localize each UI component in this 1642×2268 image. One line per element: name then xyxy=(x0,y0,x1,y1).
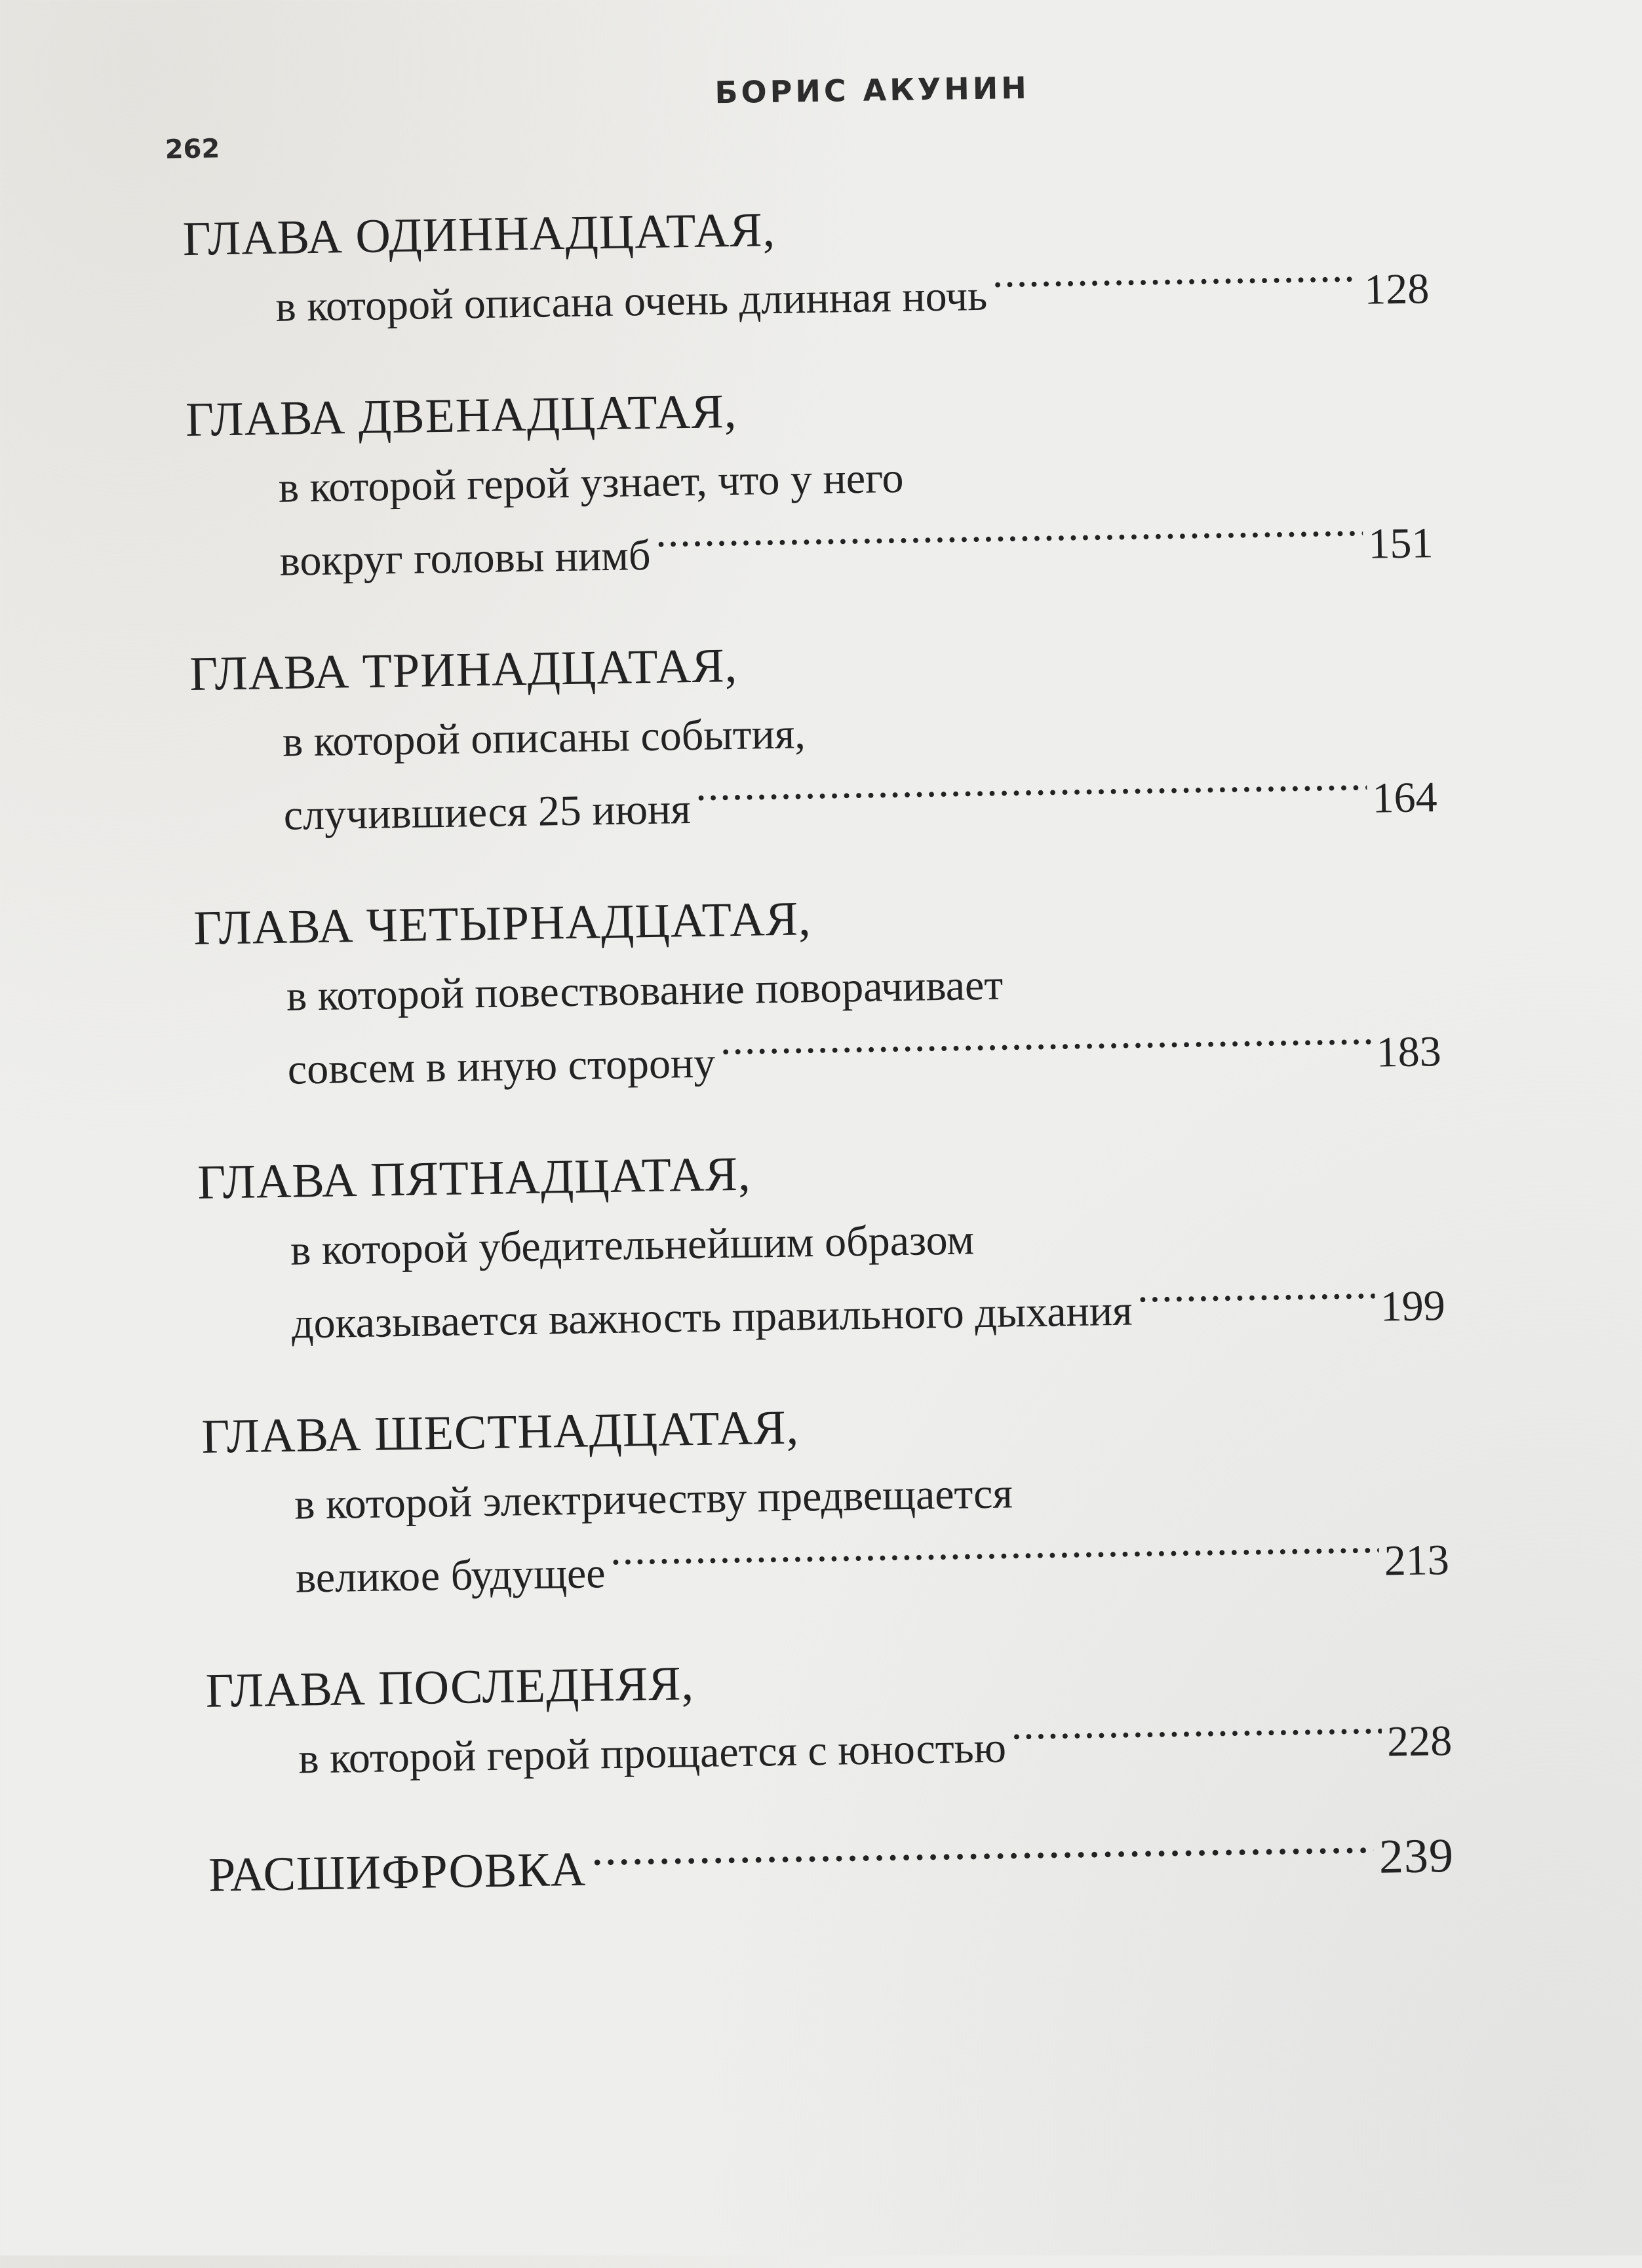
chapter-subtitle-line: в которой электричеству предвещается xyxy=(294,1469,1013,1529)
chapter-page-number: 213 xyxy=(1384,1535,1450,1585)
toc-entry-decoding xyxy=(208,1820,1454,1912)
dot-leader xyxy=(610,1536,1379,1587)
chapter-subtitle-text: в которой описана очень длинная ночь xyxy=(275,271,988,331)
dot-leader xyxy=(720,1028,1371,1077)
dot-leader xyxy=(655,519,1363,569)
dot-leader xyxy=(695,773,1367,822)
chapter-page-number: 164 xyxy=(1371,773,1438,822)
dot-leader xyxy=(1137,1282,1375,1324)
toc-entry-chapter-16 xyxy=(201,1385,1450,1617)
toc-entry-last-chapter xyxy=(205,1639,1453,1797)
dot-leader xyxy=(992,265,1359,310)
chapter-subtitle-text: случившиеся 25 июня xyxy=(283,785,692,839)
dot-leader xyxy=(1011,1717,1382,1761)
dot-leader xyxy=(591,1829,1374,1885)
chapter-page-number: 151 xyxy=(1367,519,1434,568)
toc-entry-chapter-13 xyxy=(189,622,1438,854)
chapter-title: ГЛАВА ПОСЛЕДНЯЯ, xyxy=(205,1657,695,1718)
chapter-title: ГЛАВА ДВЕНАДЦАТАЯ, xyxy=(185,384,737,448)
chapter-subtitle-line: в которой убедительнейшим образом xyxy=(290,1216,975,1275)
chapter-subtitle-text: совсем в иную сторону xyxy=(287,1039,716,1094)
chapter-subtitle-text: доказывается важность правильного дыхания xyxy=(291,1286,1133,1348)
chapter-page-number: 183 xyxy=(1376,1028,1442,1077)
chapter-subtitle-text: в которой герой прощается с юностью xyxy=(298,1723,1007,1783)
chapter-page-number: 228 xyxy=(1386,1716,1453,1766)
chapter-subtitle-text: вокруг головы нимб xyxy=(279,531,652,585)
chapter-title: ГЛАВА ПЯТНАДЦАТАЯ, xyxy=(197,1147,752,1210)
chapter-title: ГЛАВА ЧЕТЫРНАДЦАТАЯ, xyxy=(193,892,812,955)
toc-entry-chapter-15 xyxy=(197,1130,1446,1362)
running-head-author: БОРИС АКУНИН xyxy=(714,69,1030,111)
chapter-subtitle-line: в которой описаны события, xyxy=(282,710,806,766)
chapter-subtitle-text: великое будущее xyxy=(295,1549,606,1602)
page-number: 262 xyxy=(165,134,220,165)
chapter-title: ГЛАВА ШЕСТНАДЦАТАЯ, xyxy=(201,1400,800,1464)
toc-entry-chapter-11 xyxy=(182,187,1430,345)
section-page-number: 239 xyxy=(1378,1828,1455,1884)
chapter-page-number: 128 xyxy=(1363,265,1430,314)
toc-entry-chapter-12 xyxy=(185,368,1434,600)
chapter-title: ГЛАВА ТРИНАДЦАТАЯ, xyxy=(189,638,738,702)
chapter-title: ГЛАВА ОДИННАДЦАТАЯ, xyxy=(182,202,776,267)
toc-entry-chapter-14 xyxy=(193,876,1442,1108)
chapter-subtitle-line: в которой герой узнает, что у него xyxy=(278,453,905,512)
chapter-subtitle-line: в которой повествование поворачивает xyxy=(286,961,1004,1020)
section-title: РАСШИФРОВКА xyxy=(208,1842,587,1902)
table-of-contents xyxy=(182,187,1455,1912)
chapter-page-number: 199 xyxy=(1380,1282,1446,1331)
